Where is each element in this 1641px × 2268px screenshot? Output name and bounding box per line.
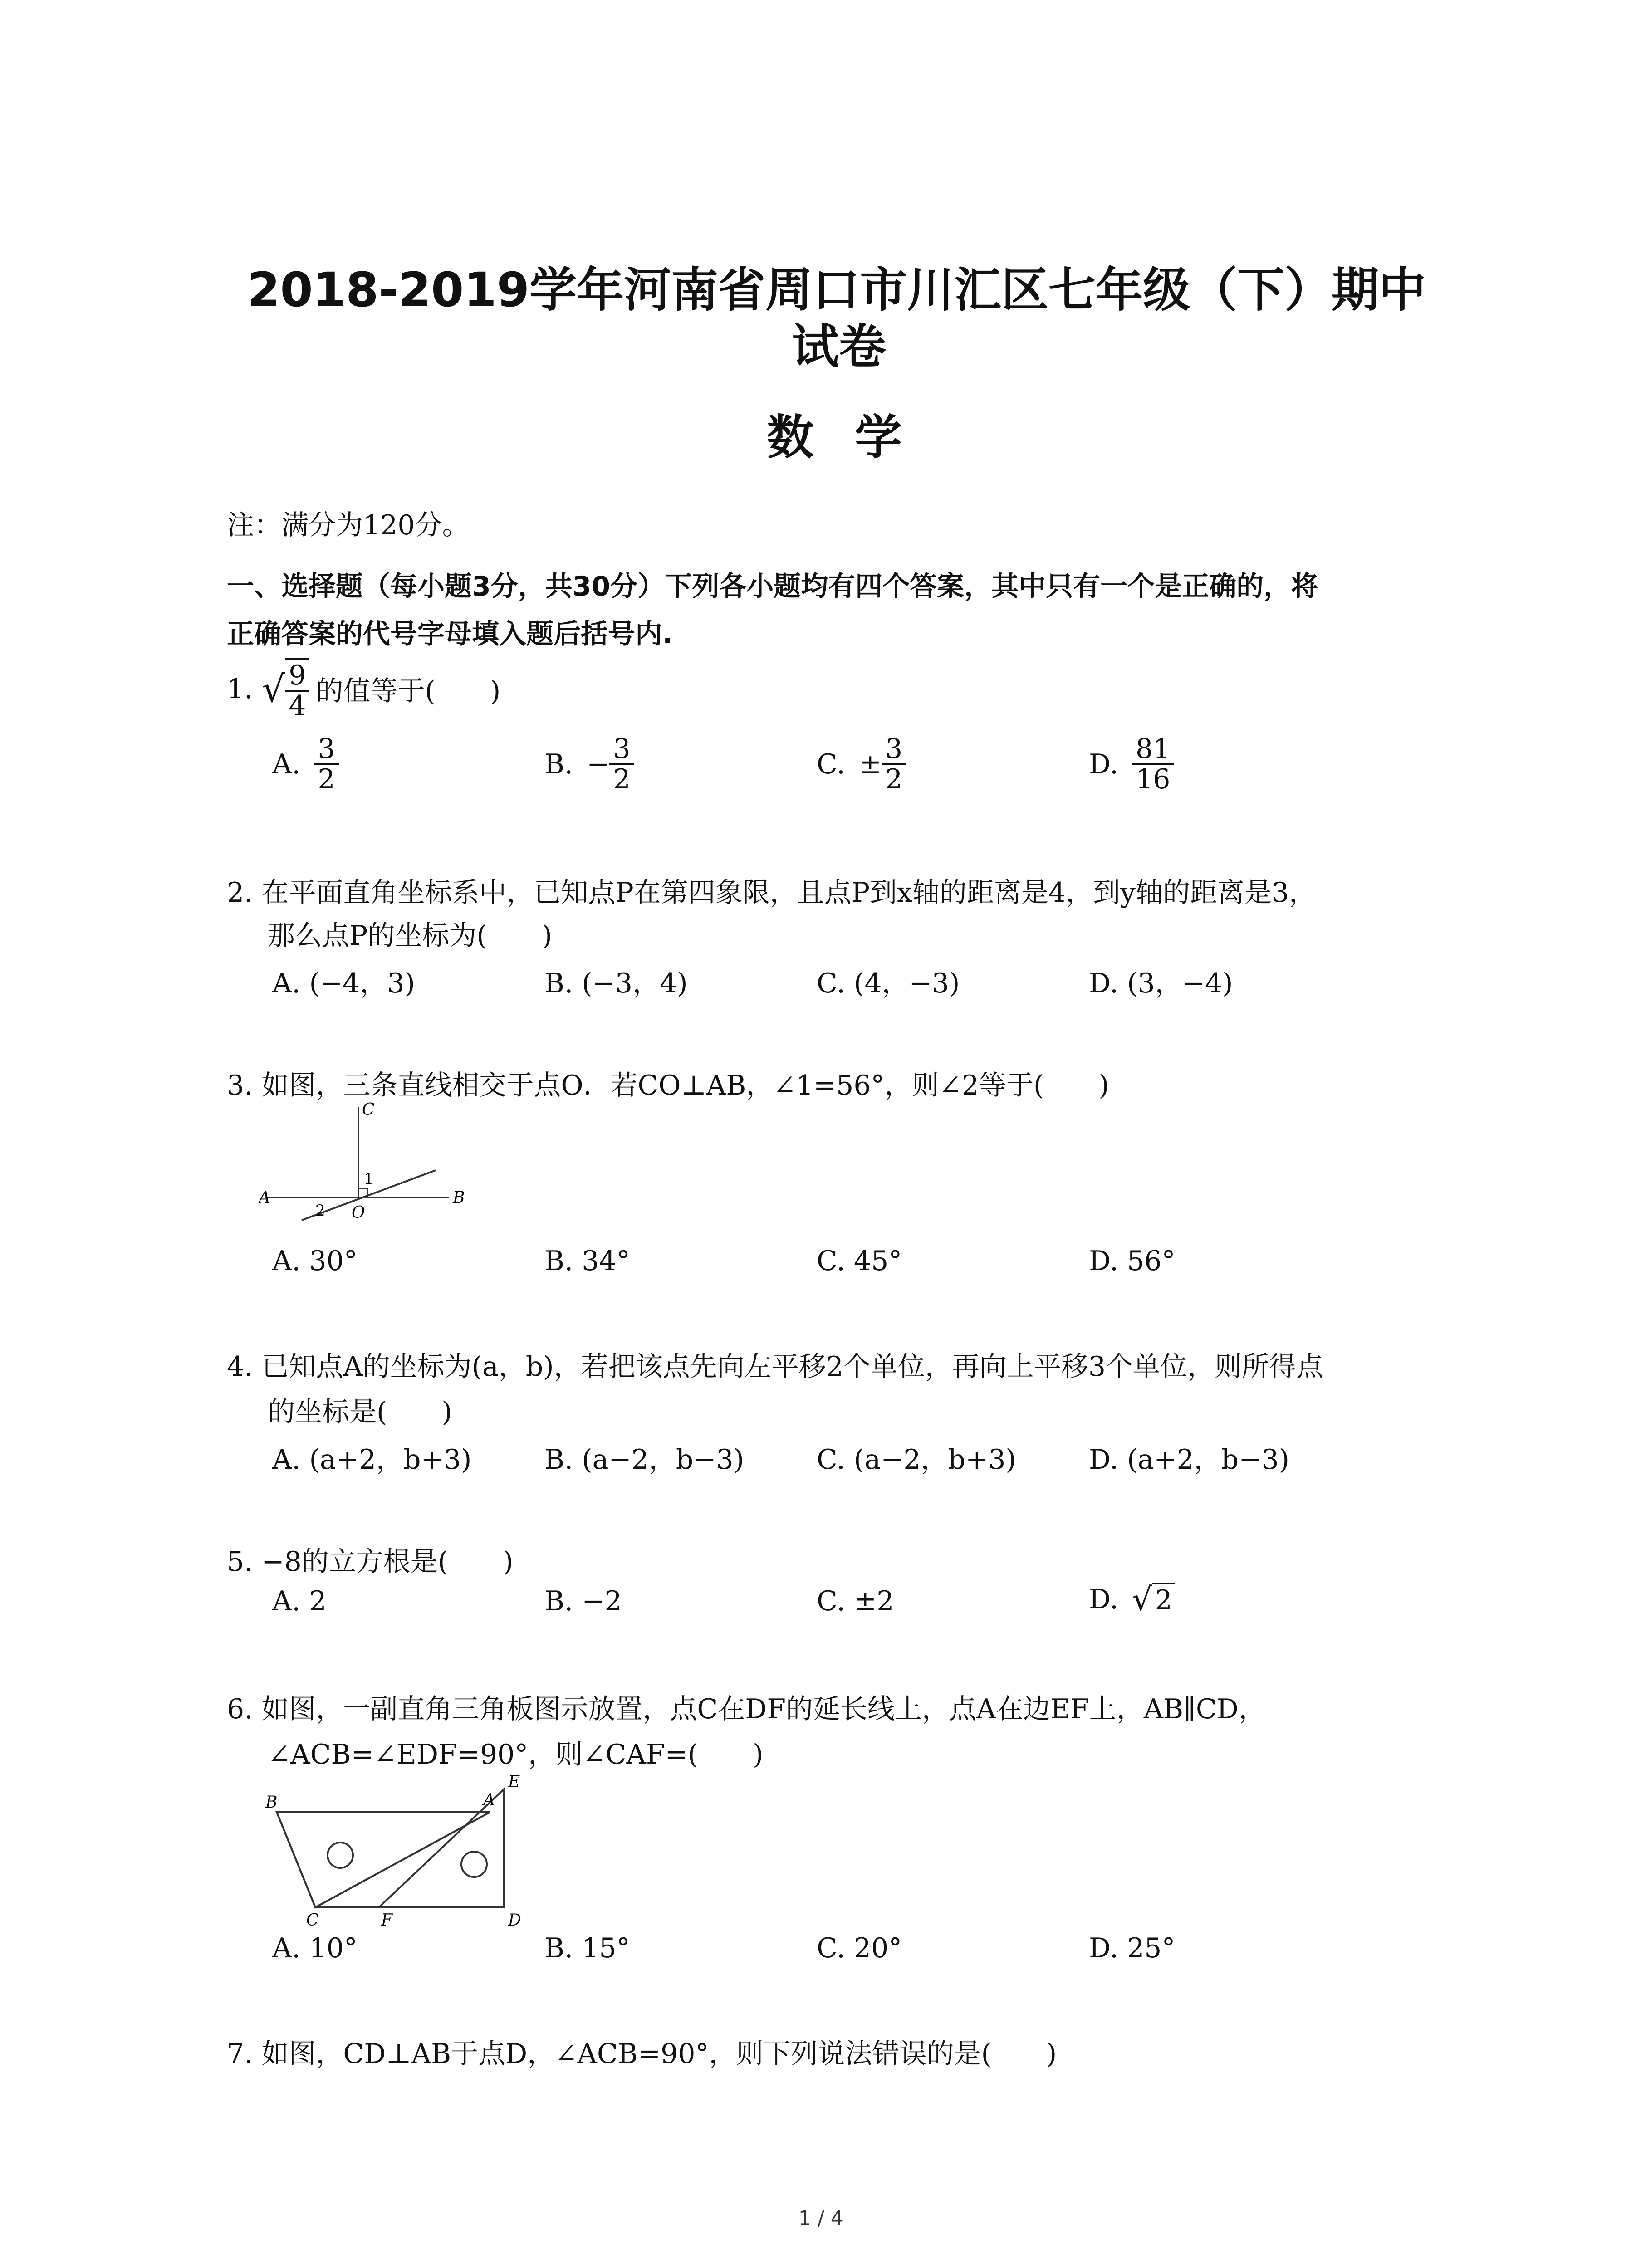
section-1-heading-line-2: 正确答案的代号字母填入题后括号内. <box>227 618 673 650</box>
line-ca <box>315 1812 490 1907</box>
label-angle-1: 1 <box>364 1170 374 1188</box>
label-o: O <box>352 1203 365 1222</box>
q6-option-a[interactable]: A. 10° <box>272 1932 358 1964</box>
q3-stem: 3. 如图，三条直线相交于点O．若CO⊥AB，∠1=56°，则∠2等于( ) <box>227 1070 1109 1101</box>
q1-option-d[interactable]: D. $\frac{81}{16}$ <box>1089 735 1174 794</box>
q6-stem-line-2: ∠ACB=∠EDF=90°，则∠CAF=( ) <box>268 1739 764 1770</box>
q3-option-b[interactable]: B. 34° <box>544 1245 630 1277</box>
q4-option-a[interactable]: A. (a+2，b+3) <box>272 1444 472 1476</box>
label-b: B <box>265 1793 278 1812</box>
label-d: D <box>508 1911 521 1930</box>
q1-option-c[interactable]: C. ± $\frac{3}{2}$ <box>817 735 906 794</box>
label-a: A <box>483 1791 495 1809</box>
q3-option-d[interactable]: D. 56° <box>1089 1245 1176 1277</box>
label-b: B <box>453 1188 465 1207</box>
q4-option-c[interactable]: C. (a−2，b+3) <box>817 1444 1016 1476</box>
label-a: A <box>259 1188 270 1207</box>
q5-option-a[interactable]: A. 2 <box>272 1585 327 1617</box>
q6-option-d[interactable]: D. 25° <box>1089 1932 1176 1964</box>
sqrt-symbol-icon: √ <box>1132 1581 1152 1618</box>
q1-option-a[interactable]: A. $\frac{3}{2}$ <box>272 735 339 794</box>
board-hole-1 <box>328 1843 353 1868</box>
q5-option-c[interactable]: C. ±2 <box>817 1585 894 1617</box>
q1-option-b[interactable]: B. − $\frac{3}{2}$ <box>544 735 634 794</box>
section-1-heading-line-1: 一、选择题（每小题3分，共30分）下列各小题均有四个答案，其中只有一个是正确的，将 <box>227 571 1318 602</box>
label-c: C <box>306 1911 319 1930</box>
subject-heading: 数学 <box>767 410 943 465</box>
q3-option-a[interactable]: A. 30° <box>272 1245 358 1277</box>
q2-option-d[interactable]: D. (3，−4) <box>1089 968 1233 999</box>
q2-option-c[interactable]: C. (4，−3) <box>817 968 960 999</box>
page-number: 1 / 4 <box>798 2207 843 2230</box>
q3-option-c[interactable]: C. 45° <box>817 1245 902 1277</box>
sqrt-symbol-icon: √ <box>262 668 285 710</box>
q6-figure <box>263 1769 572 1932</box>
q2-stem-line-2: 那么点P的坐标为( ) <box>268 920 553 952</box>
q2-option-a[interactable]: A. (−4，3) <box>272 968 415 999</box>
q5-stem: 5. −8的立方根是( ) <box>227 1546 514 1578</box>
title-line-1: 2018-2019学年河南省周口市川汇区七年级（下）期中 <box>247 262 1426 318</box>
q2-option-b[interactable]: B. (−3，4) <box>544 968 688 999</box>
label-f: F <box>381 1911 392 1930</box>
q1-question-text: 的值等于( ) <box>316 675 501 707</box>
q2-stem-line-1: 2. 在平面直角坐标系中，已知点P在第四象限，且点P到x轴的距离是4，到y轴的距离是3， <box>227 877 1317 909</box>
q5-option-b[interactable]: B. −2 <box>544 1585 622 1617</box>
q1-radicand: $\frac{9}{4}$ <box>285 658 309 720</box>
q4-option-b[interactable]: B. (a−2，b−3) <box>544 1444 745 1476</box>
q6-stem-line-1: 6. 如图，一副直角三角板图示放置，点C在DF的延长线上，点A在边EF上，AB∥CD， <box>227 1693 1266 1725</box>
line-ab-edge <box>277 1812 315 1907</box>
q1-number: 1. <box>227 673 253 705</box>
q4-option-d[interactable]: D. (a+2，b−3) <box>1089 1444 1290 1476</box>
title-line-2: 试卷 <box>792 319 887 374</box>
q3-figure <box>259 1098 485 1234</box>
q1-stem <box>227 658 500 720</box>
q6-option-c[interactable]: C. 20° <box>817 1932 902 1964</box>
score-note: 注：满分为120分。 <box>227 509 470 541</box>
board-hole-2 <box>461 1852 487 1877</box>
label-angle-2: 2 <box>315 1202 325 1220</box>
q7-stem: 7. 如图，CD⊥AB于点D，∠ACB=90°，则下列说法错误的是( ) <box>227 2038 1057 2070</box>
q6-option-b[interactable]: B. 15° <box>544 1932 630 1964</box>
q4-stem-line-2: 的坐标是( ) <box>268 1396 452 1428</box>
label-e: E <box>508 1773 520 1791</box>
q4-stem-line-1: 4. 已知点A的坐标为(a，b)，若把该点先向左平移2个单位，再向上平移3个单位，则所得点 <box>227 1351 1323 1383</box>
label-c: C <box>362 1100 375 1119</box>
q5-option-d[interactable]: D. √ 2 <box>1089 1581 1175 1618</box>
